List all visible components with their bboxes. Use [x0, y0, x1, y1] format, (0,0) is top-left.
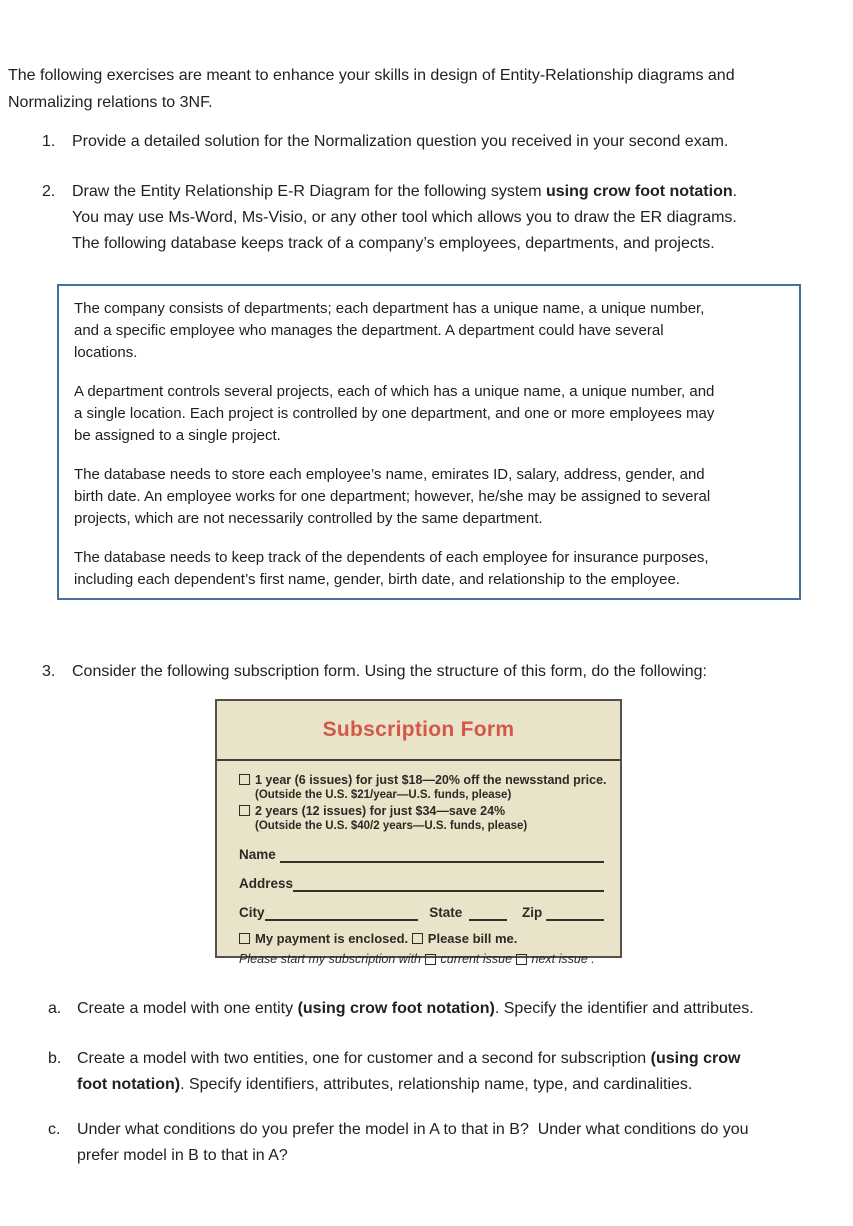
p2-line-2: a single location. Each project is controlled by one department, and one or more employees may [74, 405, 715, 422]
city-fill-line [265, 906, 419, 921]
question-2-number: 2. [42, 183, 56, 200]
question-b-bold-start: (using crow [650, 1050, 741, 1067]
name-fill-line [280, 848, 604, 863]
p3-line-1: The database needs to store each employee’s name, emirates ID, salary, address, gender, and [74, 466, 705, 483]
question-3-text: Consider the following subscription form. Using the structure of this form, do the following: [72, 663, 707, 680]
question-2-line-1 [72, 179, 842, 205]
name-label: Name [239, 847, 280, 862]
option-1-checkbox [239, 774, 250, 785]
zip-label: Zip [518, 905, 546, 920]
question-b-line-1-text: Create a model with two entities, one for customer and a second for subscription [77, 1050, 651, 1067]
question-c-text [77, 1117, 848, 1169]
question-c [48, 1117, 848, 1169]
next-issue-checkbox [516, 954, 527, 965]
question-2-text [72, 179, 842, 257]
question-b-line-2 [77, 1072, 848, 1098]
zip-fill-line [546, 906, 604, 921]
question-a-pre: Create a model with one entity [77, 1000, 298, 1017]
state-fill-line [469, 906, 507, 921]
question-a [48, 996, 848, 1022]
address-row [239, 876, 604, 892]
payment-enclosed-label: My payment is enclosed. [255, 931, 412, 946]
p2-line-3: be assigned to a single project. [74, 427, 281, 444]
description-paragraph-1 [74, 298, 781, 364]
question-a-bold-phrase: (using crow foot notation) [297, 1000, 495, 1017]
question-2-line-3: The following database keeps track of a company’s employees, departments, and projects. [72, 235, 715, 252]
intro-line-1: The following exercises are meant to enhance your skills in design of Entity-Relationship diagrams and [8, 67, 735, 84]
question-2-bold-phrase: using crow foot notation [545, 183, 733, 200]
question-b-bold-end: foot notation) [77, 1076, 181, 1093]
option-2-text: 2 years (12 issues) for just $34—save 24% [255, 804, 506, 818]
subscription-form-title: Subscription Form [322, 718, 515, 741]
address-label: Address [239, 876, 294, 891]
state-label: State [425, 905, 463, 920]
question-a-letter: a. [48, 1000, 62, 1017]
start-row-period: . [587, 952, 595, 966]
question-2-line-1-period: . [732, 183, 738, 200]
p4-line-1: The database needs to keep track of the dependents of each employee for insurance purposes, [74, 549, 709, 566]
p1-line-2: and a specific employee who manages the department. A department could have several [74, 322, 664, 339]
question-c-line-2: prefer model in B to that in A? [77, 1147, 288, 1164]
question-b [48, 1046, 848, 1098]
p3-line-2: birth date. An employee works for one department; however, he/she may be assigned to several [74, 488, 711, 505]
option-2-subtext: (Outside the U.S. $40/2 years—U.S. funds, please) [255, 820, 528, 832]
description-paragraph-2 [74, 381, 781, 447]
question-b-line-2-text: . Specify identifiers, attributes, relationship name, type, and cardinalities. [180, 1076, 693, 1093]
p2-line-1: A department controls several projects, each of which has a unique name, a unique number, and [74, 383, 715, 400]
p3-line-3: projects, which are not necessarily controlled by the same department. [74, 510, 543, 527]
payment-row [239, 931, 612, 946]
p1-line-3: locations. [74, 344, 138, 361]
option-1-text: 1 year (6 issues) for just $18—20% off the newsstand price. [255, 773, 607, 787]
question-b-line-1 [77, 1046, 848, 1072]
description-paragraph-4 [74, 547, 781, 591]
p1-line-1: The company consists of departments; each department has a unique name, a unique number, [74, 300, 705, 317]
current-issue-label: current issue [440, 952, 516, 966]
subscription-form-header [217, 701, 620, 761]
payment-enclosed-checkbox [239, 933, 250, 944]
subscription-form-body [217, 761, 620, 966]
bill-me-label: Please bill me. [427, 931, 518, 946]
question-2 [42, 179, 842, 257]
question-b-letter: b. [48, 1050, 62, 1067]
subscription-form [215, 699, 622, 966]
option-1-subtext: (Outside the U.S. $21/year—U.S. funds, please) [255, 789, 512, 801]
question-3 [42, 659, 842, 685]
name-row [239, 847, 604, 863]
company-description-box [57, 284, 801, 600]
current-issue-checkbox [425, 954, 436, 965]
start-subscription-row [239, 952, 612, 966]
intro-paragraph [8, 62, 838, 116]
intro-line-2: Normalizing relations to 3NF. [8, 94, 213, 111]
question-1-number: 1. [42, 133, 56, 150]
question-a-text [77, 996, 848, 1022]
question-3-number: 3. [42, 663, 56, 680]
question-b-text [77, 1046, 848, 1098]
question-1 [42, 129, 842, 155]
address-fill-line [293, 877, 604, 892]
description-paragraph-3 [74, 464, 781, 530]
question-a-post: . Specify the identifier and attributes. [494, 1000, 754, 1017]
city-label: City [239, 905, 265, 920]
option-1-year [239, 772, 612, 788]
option-2-years [239, 803, 612, 819]
p4-line-2: including each dependent’s first name, gender, birth date, and relationship to the employee. [74, 571, 680, 588]
city-state-zip-row [239, 905, 604, 921]
next-issue-label: next issue [531, 952, 588, 966]
start-subscription-label: Please start my subscription with [239, 952, 425, 966]
question-c-letter: c. [48, 1121, 61, 1138]
question-c-line-1: Under what conditions do you prefer the model in A to that in B? Under what conditions do you [77, 1121, 749, 1138]
option-2-checkbox [239, 805, 250, 816]
question-2-line-2: You may use Ms-Word, Ms-Visio, or any other tool which allows you to draw the ER diagrams. [72, 209, 737, 226]
question-1-text: Provide a detailed solution for the Normalization question you received in your second exam. [72, 133, 729, 150]
bill-me-checkbox [412, 933, 423, 944]
question-2-line-1-text: Draw the Entity Relationship E-R Diagram for the following system [72, 183, 546, 200]
